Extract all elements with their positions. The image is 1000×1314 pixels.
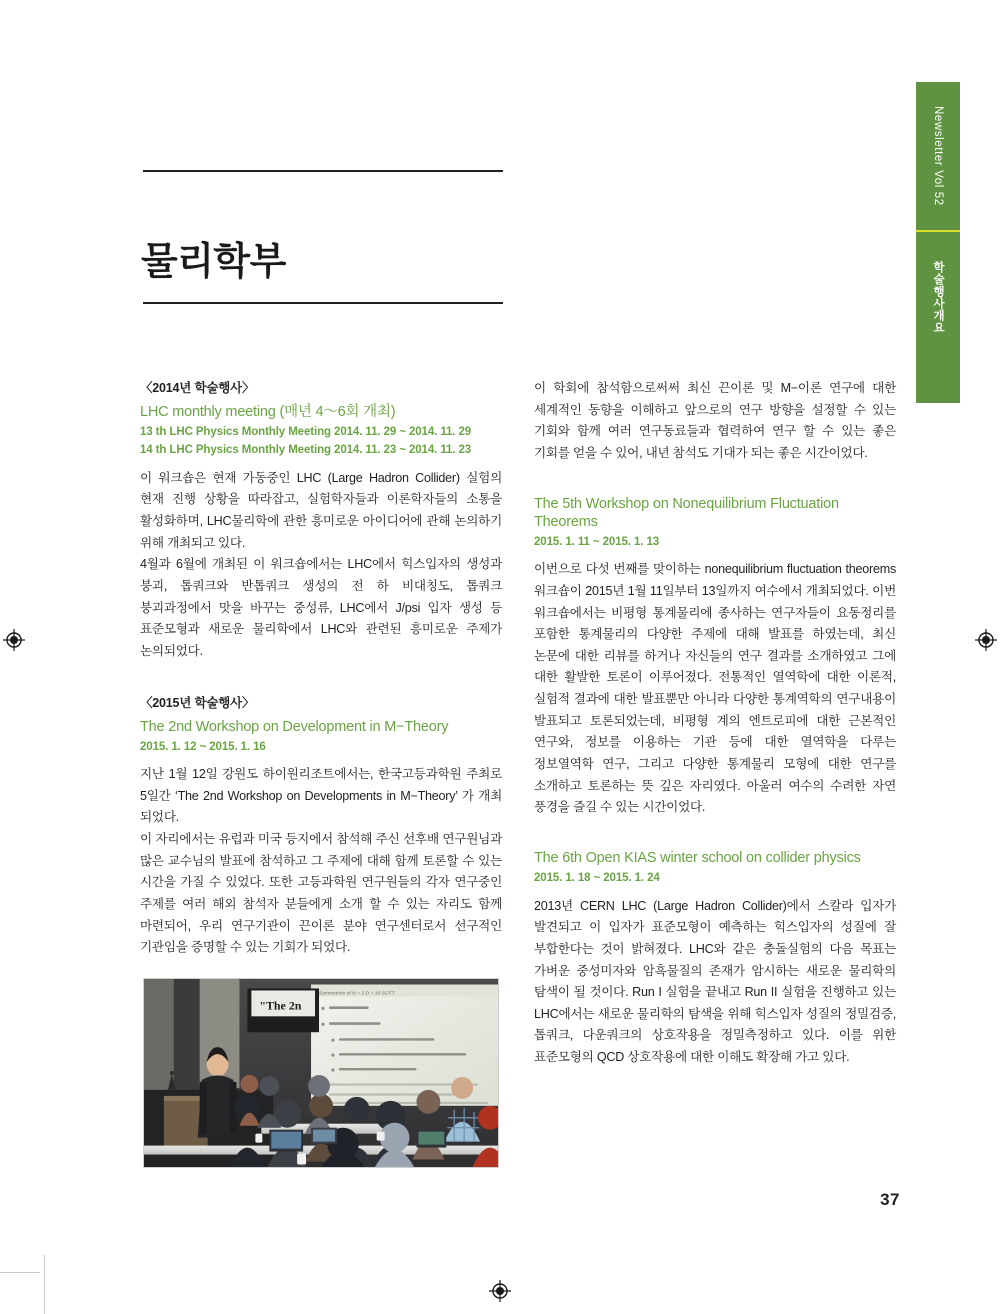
paragraph-intro: 이 학회에 참석함으로써써 최신 끈이론 및 M−이론 연구에 대한 세계적인 동향을 이해하고 앞으로의 연구 방향을 설정할 수 있는 기회와 함께 여러 연구동료들과 협력하여 연구 할 수 있는 좋은 기회를 얻을 수 있어, 내년 참석도 기대가 되는 좋은 시간이었다. [534,381,896,460]
section-gap [534,465,896,495]
left-column [140,378,502,959]
svg-text:Symmetries of N = 2 D = 10 SCF: Symmetries of N = 2 D = 10 SCFT [319,991,395,997]
paragraph-m-theory-2: 이 자리에서는 유럽과 미국 등지에서 참석해 주신 선후배 연구원님과 많은 교수님의 발표에 참석하고 그 주제에 대해 함께 토론할 수 있는 시간을 가질 수 있었다. 또한 고등과학원 연구원들의 각자 연구중인 주제를 여러 해외 참석자 분들에게 소개 할 수 있는 자리도 함께 마련되어, 우리 연구기관이 끈이론 분야 연구센터로서 선구적인 기관임을 증명할 수 있는 기회가 되었다. [140,832,502,955]
section-2015 [140,693,502,959]
registration-mark-icon [975,629,997,651]
side-tab-section-label: 학술행사개요 [932,260,944,334]
section-2014 [140,378,502,663]
event-title-lhc-monthly: LHC monthly meeting (매년 4〜6회 개최) [140,404,396,420]
trim-mark [44,1255,45,1314]
event-date-collider: 2015. 1. 18 ~ 2015. 1. 24 [534,872,660,885]
section-gap [534,819,896,849]
side-tab-volume [916,82,960,230]
trim-mark [0,1272,40,1273]
paragraph-m-theory-1: 지난 1월 12일 강원도 하이원리조트에서는, 한국고등과학원 주최로 5일간 ‘The 2nd Workshop on Developments in M−Theory’ 가 개최 되었다. [140,767,502,825]
title-rule-top [143,170,503,172]
event-date-nonequilibrium: 2015. 1. 11 ~ 2015. 1. 13 [534,535,660,548]
section-collider [534,849,896,1069]
workshop-photo-image [144,979,498,1167]
event-title-nonequilibrium: The 5th Workshop on Nonequilibrium Fluctuation Theorems [534,495,839,530]
paragraph-lhc-1: 이 워크숍은 현재 가동중인 LHC (Large Hadron Collider) 실험의 현재 진행 상황을 따라잡고, 실험학자들과 이론학자들의 소통을 활성화하며, LHC물리학에 관한 흥미로운 아이디어에 관해 논의하기 위해 개최되고 있다. [140,470,502,550]
event-title-collider: The 6th Open KIAS winter school on collider physics [534,850,861,867]
registration-mark-icon [3,629,25,651]
event-title-m-theory: The 2nd Workshop on Development in M−Theory [140,718,449,735]
event-date-m-theory: 2015. 1. 12 ~ 2015. 1. 16 [140,740,266,753]
registration-mark-icon [489,1280,511,1302]
workshop-photo [143,978,499,1168]
right-column [534,378,896,1069]
event-date-lhc-13th: 13 th LHC Physics Monthly Meeting 2014. 11. 29 ~ 2014. 11. 29 [140,426,472,439]
paragraph-collider-1: 2013년 CERN LHC (Large Hadron Collider)에서 스칼라 입자가 발견되고 이 입자가 표준모형이 예측하는 힉스입자의 성질에 잘 부합한다는 것이 밝혀졌다. LHC와 같은 충돌실험의 다음 목표는 가벼운 중성미자와 암흑물질의 존재가 암시하는 새로운 물리학의 탐색이 될 것이다. Run I 실험을 끝내고 Run II 실험을 진행하고 있는 LHC에서는 새로운 물리학의 탐색을 위해 힉스입자 성질의 정밀검증, 톱쿼크, 다운쿼크의 상호작용을 정밀측정하고 있다. 이를 위한 표준모형의 QCD 상호작용에 대한 이해도 확장해 가고 있다. [534,898,896,1065]
section-2014-kicker: 〈2014년 학술행사〉 [140,381,255,395]
page-number: 37 [880,1190,900,1209]
paragraph-lhc-2: 4월과 6월에 개최된 이 워크숍에서는 LHC에서 힉스입자의 생성과 붕괴, 톱쿼크와 반톱쿼크 생성의 전 하 비대칭도, 톱쿼크 붕괴과정에서 맛을 바꾸는 중성류, LHC에서 J/psi 입자 생성 등 표준모형과 새로운 물리학에서 LHC와 관련된 흥미로운 주제가 논의되었다. [140,557,502,659]
side-tab [916,82,960,403]
section-nonequilibrium [534,495,896,819]
title-rule-bottom [143,302,503,304]
paragraph-nonequilibrium-1: 이번으로 다섯 번째를 맞이하는 nonequilibrium fluctuation theorems 워크숍이 2015년 1월 11일부터 13일까지 여수에서 개최되었다. 이번 워크숍에서는 비평형 통계물리에 종사하는 연구자들이 요동정리를 포함한 통계물리의 다양한 주제에 대해 발표를 하였는데, 최신 논문에 대한 리뷰를 하거나 자신들의 연구 결과를 소개하였고 그에 대한 활발한 토론이 이루어졌다. 전통적인 열역학에 대한 이론적, 실험적 결과에 대한 발표뿐만 아니라 다양한 통계역학의 연구내용이 발표되고 토론되었는데, 비평형 계의 엔트로피에 대한 근본적인 연구와, 정보를 이용하는 기관 등에 대한 열역학을 다루는 정보열역학 연구, 그리고 다양한 통계물리 모형에 대한 연구를 소개하고 토론하는 뜻 깊은 자리였다. 아울러 여수의 수려한 자연 풍경을 즐길 수 있는 시간이었다. [534,562,896,815]
section-2015-kicker: 〈2015년 학술행사〉 [140,695,255,710]
page-title: 물리학부 [141,241,286,284]
side-tab-section [916,232,960,362]
section-gap [140,663,502,693]
side-tab-volume-label: Newsletter Vol 52 [932,106,944,206]
svg-text:"The 2n: "The 2n [259,998,302,1013]
event-date-lhc-14th: 14 th LHC Physics Monthly Meeting 2014. 11. 23 ~ 2014. 11. 23 [140,444,472,457]
